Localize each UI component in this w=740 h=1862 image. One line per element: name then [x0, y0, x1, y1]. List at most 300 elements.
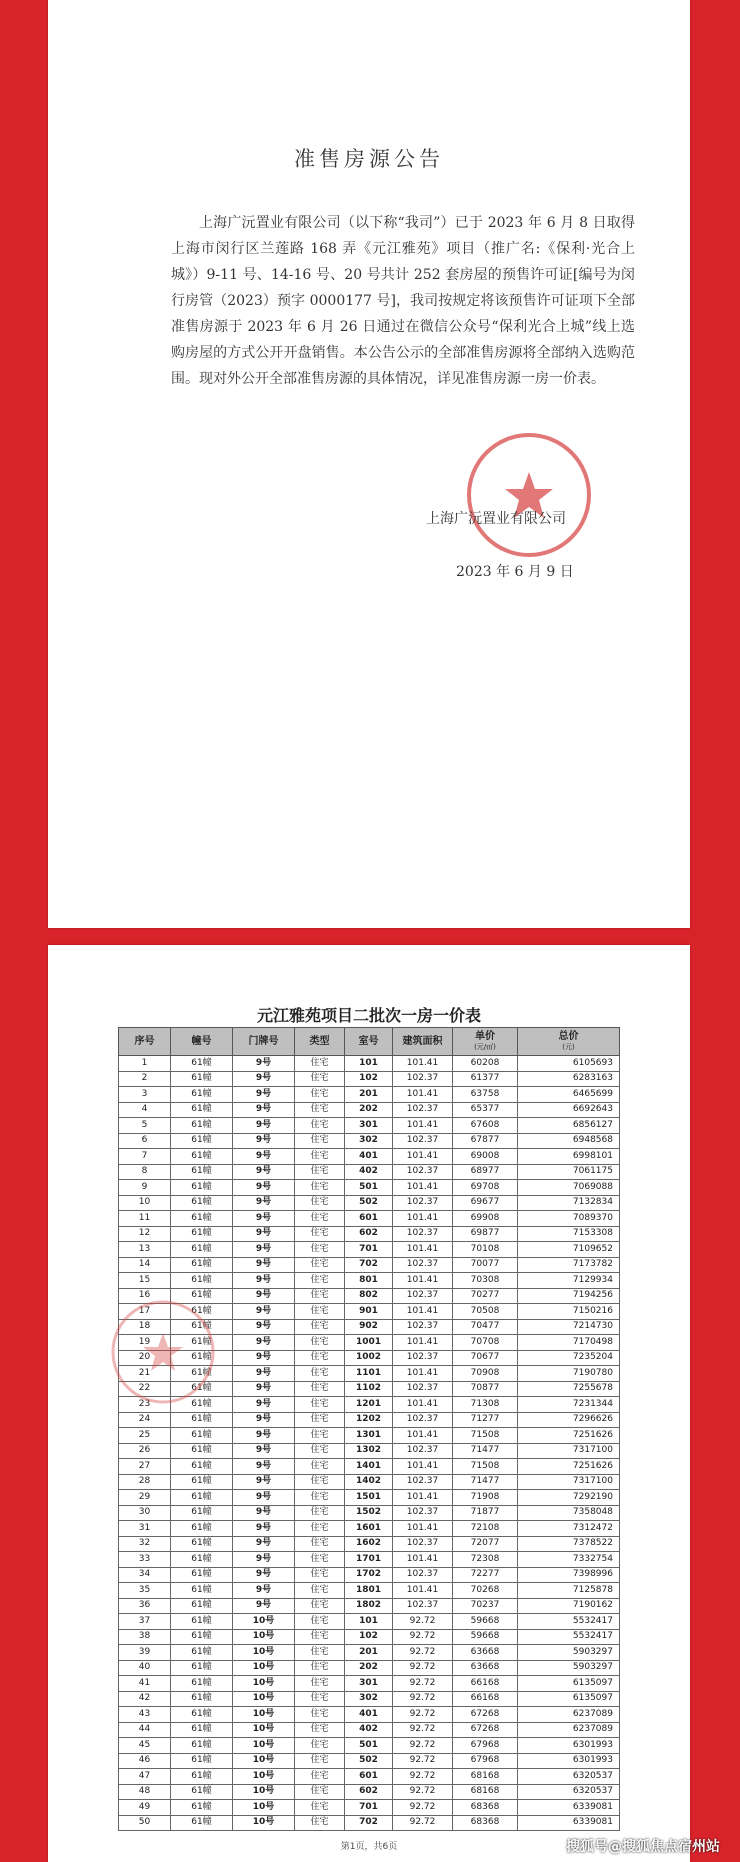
table-cell: 48	[119, 1784, 171, 1800]
table-cell: 1402	[345, 1474, 393, 1490]
table-cell: 69677	[453, 1195, 518, 1211]
table-cell: 6301993	[518, 1738, 620, 1754]
table-cell: 7173782	[518, 1257, 620, 1273]
table-cell: 61幢	[171, 1474, 233, 1490]
price-table	[118, 1027, 620, 1831]
table-cell: 6692643	[518, 1102, 620, 1118]
table-cell: 10	[119, 1195, 171, 1211]
table-cell: 402	[345, 1722, 393, 1738]
table-row	[119, 1552, 620, 1568]
table-cell: 61幢	[171, 1645, 233, 1661]
table-cell: 23	[119, 1397, 171, 1413]
table-cell: 601	[345, 1769, 393, 1785]
table-row	[119, 1056, 620, 1072]
table-cell: 9号	[233, 1567, 295, 1583]
table-cell: 61幢	[171, 1567, 233, 1583]
table-cell: 70708	[453, 1335, 518, 1351]
table-cell: 9号	[233, 1102, 295, 1118]
table-cell: 59668	[453, 1614, 518, 1630]
table-cell: 61幢	[171, 1815, 233, 1831]
page-footer: 第1页，共6页	[340, 1842, 398, 1852]
table-cell: 501	[345, 1180, 393, 1196]
table-cell: 住宅	[295, 1350, 345, 1366]
table-cell: 17	[119, 1304, 171, 1320]
table-cell: 住宅	[295, 1118, 345, 1134]
table-cell: 9号	[233, 1180, 295, 1196]
table-cell: 101	[345, 1056, 393, 1072]
table-cell: 6135097	[518, 1691, 620, 1707]
table-cell: 101.41	[393, 1366, 453, 1382]
table-cell: 9号	[233, 1397, 295, 1413]
table-cell: 1602	[345, 1536, 393, 1552]
header-unit: (元/㎡)	[474, 1042, 496, 1051]
table-cell: 9号	[233, 1257, 295, 1273]
table-cell: 61幢	[171, 1691, 233, 1707]
table-cell: 9号	[233, 1505, 295, 1521]
table-cell: 92.72	[393, 1722, 453, 1738]
table-cell: 701	[345, 1800, 393, 1816]
table-row	[119, 1087, 620, 1103]
table-cell: 65377	[453, 1102, 518, 1118]
table-cell: 50	[119, 1815, 171, 1831]
table-cell: 9号	[233, 1366, 295, 1382]
table-cell: 61377	[453, 1071, 518, 1087]
table-cell: 38	[119, 1629, 171, 1645]
table-cell: 住宅	[295, 1753, 345, 1769]
table-row	[119, 1800, 620, 1816]
table-cell: 9号	[233, 1459, 295, 1475]
table-cell: 101.41	[393, 1459, 453, 1475]
table-cell: 68168	[453, 1784, 518, 1800]
table-cell: 71477	[453, 1474, 518, 1490]
table-cell: 8	[119, 1164, 171, 1180]
table-cell: 92.72	[393, 1738, 453, 1754]
table-cell: 102	[345, 1071, 393, 1087]
table-cell: 59668	[453, 1629, 518, 1645]
table-cell: 101.41	[393, 1397, 453, 1413]
table-row	[119, 1769, 620, 1785]
table-cell: 7194256	[518, 1288, 620, 1304]
table-cell: 101.41	[393, 1552, 453, 1568]
table-row	[119, 1707, 620, 1723]
table-row	[119, 1738, 620, 1754]
table-cell: 68368	[453, 1800, 518, 1816]
table-cell: 5532417	[518, 1629, 620, 1645]
table-cell: 7170498	[518, 1335, 620, 1351]
table-row	[119, 1614, 620, 1630]
table-cell: 住宅	[295, 1676, 345, 1692]
table-cell: 71877	[453, 1505, 518, 1521]
table-cell: 5532417	[518, 1614, 620, 1630]
table-cell: 6339081	[518, 1815, 620, 1831]
table-cell: 住宅	[295, 1691, 345, 1707]
table-row	[119, 1443, 620, 1459]
table-cell: 61幢	[171, 1443, 233, 1459]
table-cell: 住宅	[295, 1335, 345, 1351]
table-cell: 63668	[453, 1660, 518, 1676]
table-cell: 10号	[233, 1614, 295, 1630]
table-row	[119, 1459, 620, 1475]
table-cell: 61幢	[171, 1257, 233, 1273]
announcement-company: 上海广沅置业有限公司	[426, 511, 566, 527]
table-cell: 901	[345, 1304, 393, 1320]
table-cell: 302	[345, 1133, 393, 1149]
table-cell: 69708	[453, 1180, 518, 1196]
table-row	[119, 1598, 620, 1614]
table-cell: 1502	[345, 1505, 393, 1521]
table-cell: 70477	[453, 1319, 518, 1335]
table-cell: 61幢	[171, 1335, 233, 1351]
table-cell: 1601	[345, 1521, 393, 1537]
table-cell: 住宅	[295, 1474, 345, 1490]
table-cell: 住宅	[295, 1164, 345, 1180]
table-cell: 住宅	[295, 1319, 345, 1335]
table-cell: 1701	[345, 1552, 393, 1568]
watermark-text: 搜狐号@搜狐焦点宿州站	[566, 1839, 720, 1855]
price-table-body	[119, 1056, 620, 1831]
table-cell: 37	[119, 1614, 171, 1630]
table-cell: 29	[119, 1490, 171, 1506]
table-cell: 202	[345, 1660, 393, 1676]
announcement-title: 准售房源公告	[294, 147, 444, 171]
table-row	[119, 1164, 620, 1180]
table-cell: 住宅	[295, 1397, 345, 1413]
table-cell: 12	[119, 1226, 171, 1242]
table-cell: 10号	[233, 1722, 295, 1738]
table-cell: 住宅	[295, 1738, 345, 1754]
table-cell: 7332754	[518, 1552, 620, 1568]
table-cell: 24	[119, 1412, 171, 1428]
table-cell: 住宅	[295, 1133, 345, 1149]
table-cell: 住宅	[295, 1567, 345, 1583]
table-cell: 7132834	[518, 1195, 620, 1211]
table-cell: 61幢	[171, 1288, 233, 1304]
table-cell: 6339081	[518, 1800, 620, 1816]
table-cell: 61幢	[171, 1800, 233, 1816]
table-cell: 7398996	[518, 1567, 620, 1583]
table-row	[119, 1102, 620, 1118]
announcement-date: 2023 年 6 月 9 日	[456, 564, 574, 580]
table-cell: 7125878	[518, 1583, 620, 1599]
table-cell: 102.37	[393, 1567, 453, 1583]
table-cell: 4	[119, 1102, 171, 1118]
table-cell: 1101	[345, 1366, 393, 1382]
table-cell: 701	[345, 1242, 393, 1258]
table-cell: 1802	[345, 1598, 393, 1614]
header-cell-total-price	[518, 1028, 620, 1056]
table-cell: 10号	[233, 1769, 295, 1785]
table-cell: 61幢	[171, 1676, 233, 1692]
table-cell: 9号	[233, 1087, 295, 1103]
table-cell: 6283163	[518, 1071, 620, 1087]
table-cell: 46	[119, 1753, 171, 1769]
table-cell: 7312472	[518, 1521, 620, 1537]
table-cell: 7089370	[518, 1211, 620, 1227]
table-cell: 61幢	[171, 1195, 233, 1211]
table-cell: 61幢	[171, 1319, 233, 1335]
price-table-title: 元江雅苑项目二批次一房一价表	[256, 1006, 481, 1025]
table-cell: 住宅	[295, 1583, 345, 1599]
table-cell: 9号	[233, 1319, 295, 1335]
table-cell: 501	[345, 1738, 393, 1754]
header-cell: 室号	[345, 1028, 393, 1056]
table-cell: 102	[345, 1629, 393, 1645]
table-cell: 502	[345, 1753, 393, 1769]
table-cell: 10号	[233, 1753, 295, 1769]
table-cell: 70237	[453, 1598, 518, 1614]
table-cell: 43	[119, 1707, 171, 1723]
table-cell: 9号	[233, 1412, 295, 1428]
table-cell: 7358048	[518, 1505, 620, 1521]
table-cell: 25	[119, 1428, 171, 1444]
table-cell: 61幢	[171, 1428, 233, 1444]
table-cell: 住宅	[295, 1505, 345, 1521]
table-cell: 9号	[233, 1490, 295, 1506]
table-cell: 9号	[233, 1071, 295, 1087]
table-cell: 802	[345, 1288, 393, 1304]
table-cell: 101.41	[393, 1211, 453, 1227]
table-cell: 9号	[233, 1195, 295, 1211]
table-cell: 602	[345, 1784, 393, 1800]
table-cell: 1102	[345, 1381, 393, 1397]
table-cell: 49	[119, 1800, 171, 1816]
table-cell: 102.37	[393, 1381, 453, 1397]
table-cell: 61幢	[171, 1381, 233, 1397]
table-cell: 7251626	[518, 1428, 620, 1444]
table-cell: 92.72	[393, 1645, 453, 1661]
table-cell: 61幢	[171, 1133, 233, 1149]
price-list-page	[48, 945, 690, 1862]
table-cell: 61幢	[171, 1397, 233, 1413]
table-cell: 302	[345, 1691, 393, 1707]
table-cell: 9号	[233, 1118, 295, 1134]
table-cell: 101.41	[393, 1149, 453, 1165]
table-cell: 7296626	[518, 1412, 620, 1428]
table-cell: 住宅	[295, 1211, 345, 1227]
table-cell: 7069088	[518, 1180, 620, 1196]
table-row	[119, 1071, 620, 1087]
table-row	[119, 1521, 620, 1537]
table-cell: 61幢	[171, 1180, 233, 1196]
table-cell: 61幢	[171, 1412, 233, 1428]
table-cell: 10号	[233, 1738, 295, 1754]
table-cell: 66168	[453, 1691, 518, 1707]
table-cell: 9号	[233, 1149, 295, 1165]
table-cell: 6135097	[518, 1676, 620, 1692]
table-cell: 7235204	[518, 1350, 620, 1366]
table-cell: 34	[119, 1567, 171, 1583]
table-cell: 1	[119, 1056, 171, 1072]
table-cell: 5903297	[518, 1645, 620, 1661]
table-cell: 61幢	[171, 1087, 233, 1103]
table-cell: 61幢	[171, 1521, 233, 1537]
table-cell: 102.37	[393, 1102, 453, 1118]
table-cell: 92.72	[393, 1753, 453, 1769]
table-cell: 6856127	[518, 1118, 620, 1134]
table-cell: 101.41	[393, 1521, 453, 1537]
table-cell: 402	[345, 1164, 393, 1180]
table-cell: 9号	[233, 1273, 295, 1289]
table-cell: 61幢	[171, 1304, 233, 1320]
table-row	[119, 1583, 620, 1599]
table-cell: 住宅	[295, 1784, 345, 1800]
table-row	[119, 1722, 620, 1738]
table-cell: 61幢	[171, 1226, 233, 1242]
table-cell: 10号	[233, 1676, 295, 1692]
table-cell: 61幢	[171, 1753, 233, 1769]
table-cell: 67968	[453, 1753, 518, 1769]
table-cell: 住宅	[295, 1521, 345, 1537]
table-cell: 9号	[233, 1164, 295, 1180]
table-cell: 6320537	[518, 1769, 620, 1785]
table-cell: 住宅	[295, 1769, 345, 1785]
table-cell: 702	[345, 1815, 393, 1831]
table-cell: 7061175	[518, 1164, 620, 1180]
table-cell: 9号	[233, 1304, 295, 1320]
table-row	[119, 1273, 620, 1289]
table-cell: 61幢	[171, 1536, 233, 1552]
table-cell: 7214730	[518, 1319, 620, 1335]
table-cell: 101.41	[393, 1118, 453, 1134]
table-cell: 9号	[233, 1552, 295, 1568]
table-cell: 201	[345, 1087, 393, 1103]
table-cell: 7231344	[518, 1397, 620, 1413]
table-cell: 71477	[453, 1443, 518, 1459]
table-cell: 92.72	[393, 1800, 453, 1816]
table-cell: 61幢	[171, 1614, 233, 1630]
table-cell: 6	[119, 1133, 171, 1149]
table-cell: 63758	[453, 1087, 518, 1103]
table-cell: 9号	[233, 1350, 295, 1366]
table-cell: 102.37	[393, 1350, 453, 1366]
table-cell: 33	[119, 1552, 171, 1568]
table-cell: 101.41	[393, 1428, 453, 1444]
table-cell: 9号	[233, 1056, 295, 1072]
table-cell: 101.41	[393, 1583, 453, 1599]
table-row	[119, 1815, 620, 1831]
table-cell: 61幢	[171, 1459, 233, 1475]
table-cell: 72308	[453, 1552, 518, 1568]
table-cell: 7109652	[518, 1242, 620, 1258]
table-row	[119, 1490, 620, 1506]
header-cell: 门牌号	[233, 1028, 295, 1056]
table-cell: 22	[119, 1381, 171, 1397]
table-cell: 10号	[233, 1645, 295, 1661]
header-cell: 序号	[119, 1028, 171, 1056]
table-cell: 61幢	[171, 1738, 233, 1754]
table-cell: 61幢	[171, 1149, 233, 1165]
table-cell: 6105693	[518, 1056, 620, 1072]
table-cell: 67268	[453, 1707, 518, 1723]
table-cell: 19	[119, 1335, 171, 1351]
table-cell: 住宅	[295, 1800, 345, 1816]
table-cell: 101	[345, 1614, 393, 1630]
table-cell: 92.72	[393, 1614, 453, 1630]
table-cell: 住宅	[295, 1536, 345, 1552]
table-cell: 10号	[233, 1660, 295, 1676]
table-cell: 401	[345, 1707, 393, 1723]
table-cell: 61幢	[171, 1583, 233, 1599]
table-cell: 71277	[453, 1412, 518, 1428]
table-cell: 66168	[453, 1676, 518, 1692]
table-cell: 70677	[453, 1350, 518, 1366]
table-cell: 67877	[453, 1133, 518, 1149]
table-cell: 住宅	[295, 1707, 345, 1723]
table-cell: 住宅	[295, 1660, 345, 1676]
table-row	[119, 1133, 620, 1149]
table-cell: 1702	[345, 1567, 393, 1583]
table-cell: 9号	[233, 1133, 295, 1149]
header-unit: (元)	[562, 1042, 575, 1051]
table-cell: 6320537	[518, 1784, 620, 1800]
table-cell: 16	[119, 1288, 171, 1304]
table-cell: 61幢	[171, 1660, 233, 1676]
table-row	[119, 1118, 620, 1134]
table-row	[119, 1784, 620, 1800]
table-row	[119, 1226, 620, 1242]
table-cell: 10号	[233, 1815, 295, 1831]
table-cell: 67608	[453, 1118, 518, 1134]
table-cell: 92.72	[393, 1707, 453, 1723]
table-cell: 61幢	[171, 1598, 233, 1614]
table-cell: 61幢	[171, 1769, 233, 1785]
table-cell: 9号	[233, 1226, 295, 1242]
table-cell: 7190780	[518, 1366, 620, 1382]
table-cell: 27	[119, 1459, 171, 1475]
table-cell: 9号	[233, 1536, 295, 1552]
table-cell: 3	[119, 1087, 171, 1103]
table-cell: 住宅	[295, 1242, 345, 1258]
table-cell: 92.72	[393, 1815, 453, 1831]
table-cell: 61幢	[171, 1490, 233, 1506]
table-cell: 40	[119, 1660, 171, 1676]
table-cell: 20	[119, 1350, 171, 1366]
header-label: 单价	[475, 1030, 495, 1042]
table-cell: 69008	[453, 1149, 518, 1165]
table-cell: 101.41	[393, 1490, 453, 1506]
table-cell: 9号	[233, 1598, 295, 1614]
table-cell: 67968	[453, 1738, 518, 1754]
table-cell: 10号	[233, 1784, 295, 1800]
table-cell: 801	[345, 1273, 393, 1289]
table-cell: 住宅	[295, 1598, 345, 1614]
table-cell: 102.37	[393, 1164, 453, 1180]
table-cell: 5903297	[518, 1660, 620, 1676]
table-row	[119, 1474, 620, 1490]
table-cell: 1001	[345, 1335, 393, 1351]
table-cell: 21	[119, 1366, 171, 1382]
table-row	[119, 1536, 620, 1552]
company-seal-icon	[464, 430, 594, 560]
table-cell: 1801	[345, 1583, 393, 1599]
table-cell: 住宅	[295, 1645, 345, 1661]
table-row	[119, 1195, 620, 1211]
table-cell: 9号	[233, 1428, 295, 1444]
table-cell: 61幢	[171, 1366, 233, 1382]
table-cell: 92.72	[393, 1660, 453, 1676]
table-cell: 9号	[233, 1211, 295, 1227]
table-cell: 63668	[453, 1645, 518, 1661]
table-cell: 101.41	[393, 1242, 453, 1258]
table-cell: 101.41	[393, 1056, 453, 1072]
table-cell: 7317100	[518, 1474, 620, 1490]
table-row	[119, 1753, 620, 1769]
table-cell: 住宅	[295, 1412, 345, 1428]
table-cell: 61幢	[171, 1164, 233, 1180]
table-cell: 601	[345, 1211, 393, 1227]
table-cell: 6237089	[518, 1722, 620, 1738]
table-cell: 住宅	[295, 1056, 345, 1072]
